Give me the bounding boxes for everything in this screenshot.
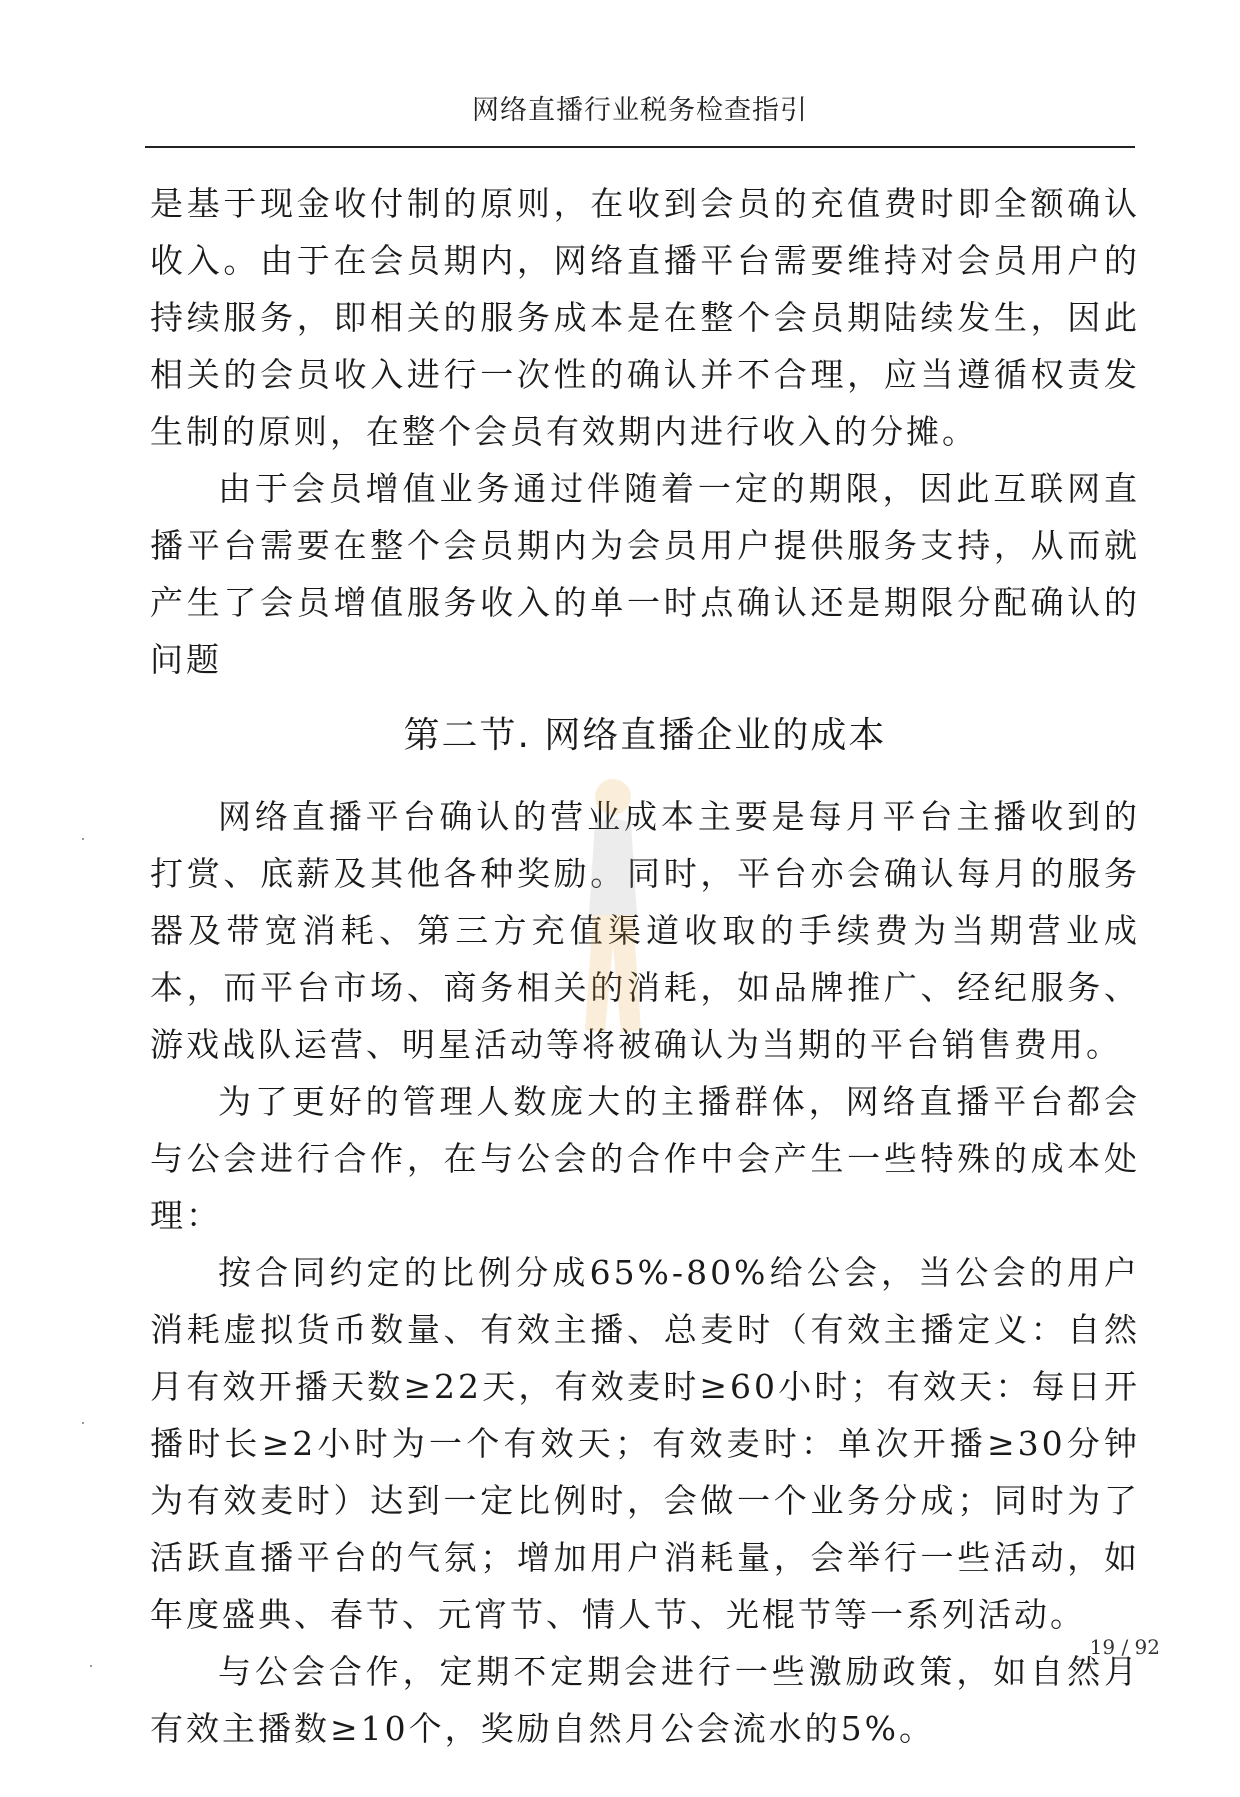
- figure-watermark-icon: [565, 775, 655, 1045]
- paragraph: 由于会员增值业务通过伴随着一定的期限，因此互联网直播平台需要在整个会员期内为会员用户提供服务支持，从而就产生了会员增值服务收入的单一时点确认还是期限分配确认的问题: [150, 469, 1140, 679]
- scan-speck: [82, 838, 84, 840]
- paragraph: 为了更好的管理人数庞大的主播群体，网络直播平台都会与公会进行合作，在与公会的合作中会产生一些特殊的成本处理：: [150, 1082, 1140, 1235]
- paragraph: 与公会合作，定期不定期会进行一些激励政策，如自然月有效主播数≥10个，奖励自然月公会流水的5%。: [150, 1652, 1140, 1748]
- page-number: 19 / 92: [1089, 1635, 1160, 1659]
- scan-speck: [90, 1665, 92, 1667]
- paragraph-continuation: 是基于现金收付制的原则，在收到会员的充值费时即全额确认收入。由于在会员期内，网络直播平台需要维持对会员用户的持续服务，即相关的服务成本是在整个会员期陆续发生，因此相关的会员收入进行一次性的确认并不合理，应当遵循权责发生制的原则，在整个会员有效期内进行收入的分摊。: [150, 184, 1140, 451]
- paragraph: 按合同约定的比例分成65%-80%给公会，当公会的用户消耗虚拟货币数量、有效主播、总麦时（有效主播定义：自然月有效开播天数≥22天，有效麦时≥60小时；有效天：每日开播时长≥2小时为一个有效天；有效麦时：单次开播≥30分钟为有效麦时）达到一定比例时，会做一个业务分成；同时为了活跃直播平台的气氛；增加用户消耗量，会举行一些活动，如年度盛典、春节、元宵节、情人节、光棍节等一系列活动。: [150, 1253, 1140, 1634]
- running-header: 网络直播行业税务检查指引: [472, 95, 808, 126]
- paragraph: 网络直播平台确认的营业成本主要是每月平台主播收到的打赏、底薪及其他各种奖励。同时，平台亦会确认每月的服务器及带宽消耗、第三方充值渠道收取的手续费为当期营业成本，而平台市场、商务相关的消耗，如品牌推广、经纪服务、游戏战队运营、明星活动等将被确认为当期的平台销售费用。: [150, 797, 1140, 1064]
- scan-speck: [82, 1422, 84, 1424]
- header-rule: [145, 146, 1135, 148]
- section-heading: 第二节. 网络直播企业的成本: [403, 715, 887, 756]
